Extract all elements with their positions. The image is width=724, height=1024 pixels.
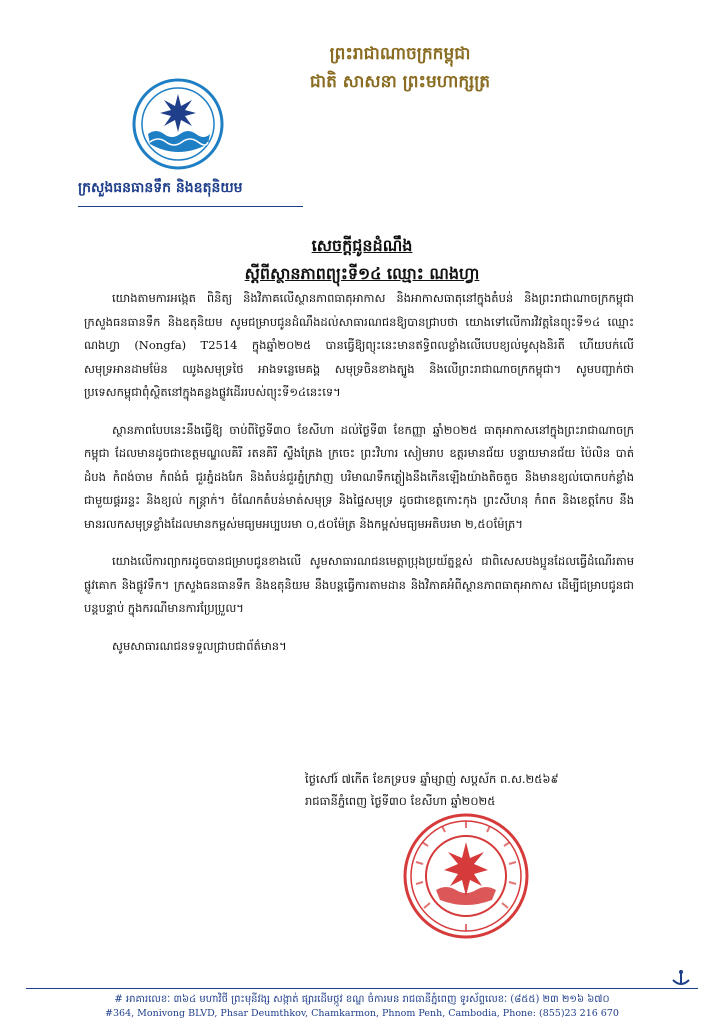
- ministry-name: ក្រសួងធនធានទឹក និងឧតុនិយម: [78, 180, 243, 196]
- lunar-date: ថ្ងៃសៅរ៍ ៧កើត ខែភទ្របទ ឆ្នាំម្សាញ់ សប្តស័ក ព.ស.២៥៦៩: [305, 772, 559, 786]
- anchor-mark-icon: [670, 968, 692, 988]
- notice-title: [0, 232, 724, 288]
- footer-divider: [26, 988, 698, 989]
- footer-khmer-address: # អាគារលេខៈ ៣៦៤ មហាវិថី ព្រះមុនីវង្ស សង្កាត់ ផ្សារដើមថ្កូវ ខណ្ឌ ចំការមន រាជធានីភ្នំពេញ ទូរស័ព្ទលេខៈ (៨៥៥) ២៣ ២១៦ ៦៧០: [114, 994, 610, 1005]
- solar-date: រាជធានីភ្នំពេញ ថ្ងៃទី៣០ ខែសីហា ឆ្នាំ២០២៥: [305, 794, 496, 808]
- kingdom-line: ព្រះរាជាណាចក្រកម្ពុជា: [329, 44, 471, 64]
- paragraph-2: ស្ថានភាពបែបនេះនឹងធ្វើឱ្យ ចាប់ពីថ្ងៃទី៣០ ខែសីហា ដល់ថ្ងៃទី៣ ខែកញ្ញា ឆ្នាំ២០២៥ ធាតុអាកាសនៅក្នុងព្រះរាជាណាចក្រកម្ពុជា ដែលមានដូចជាខេត្តមណ្ឌលគិរី រតនគិរី ស្ទឹងត្រែង ក្រចេះ ព្រះវិហារ សៀមរាប ឧត្តរមានជ័យ បន្ទាយមានជ័យ ប៉ៃលិន បាត់ដំបង កំពង់ចាម កំពង់ធំ ជួរភ្នំដងរែក និងតំបន់ជួរភ្នំក្រវាញ បរិមាណទឹកភ្លៀងនឹងកើនឡើងយ៉ាងតិចតួច និងមានខ្យល់បោកបក់ខ្លាំងជាមួយផ្គររន្ទះ និងខ្យល់ កន្រ្តាក់។ ចំណែកតំបន់មាត់សមុទ្រ និងផ្ទៃសមុទ្រ ដូចជាខេត្តកោះកុង ព្រះសីហនុ កំពត និងខេត្តកែប នឹងមានរលកសមុទ្រខ្លាំងដែលមានកម្ពស់មធ្យមអប្បបរមា ០,៥០ម៉ែត្រ និងកម្ពស់មធ្យមអតិបរមា ២,៥០ម៉ែត្រ។: [84, 422, 634, 531]
- footer: [0, 992, 724, 1021]
- paragraph-3: យោងលើការព្យាករដូចបានជម្រាបជូនខាងលើ សូមសាធារណជនមេត្តាប្រុងប្រយ័ត្នខ្ពស់ ជាពិសេសបងប្អូនដែលធ្វើដំណើរតាមផ្លូវគោក និងផ្លូវទឹក។ ក្រសួងធនធានទឹក និងឧតុនិយម នឹងបន្តធ្វើការតាមដាន និងវិភាគអំពីស្ថានភាពធាតុអាកាស ដើម្បីជម្រាបជូនជាបន្តបន្ទាប់ ក្នុងករណីមានការប្រែប្រួល។: [84, 554, 634, 615]
- notice-body: [84, 287, 634, 672]
- title-line-2: ស្តីពីស្ថានភាពព្យុះទី១៤ ឈ្មោះ ណងហ្វា: [244, 264, 480, 283]
- motto-line: ជាតិ សាសនា ព្រះមហាក្សត្រ: [309, 72, 491, 92]
- paragraph-1: យោងតាមការអង្កេត ពិនិត្យ និងវិភាគលើស្ថានភាពធាតុអាកាស និងអាកាសធាតុនៅក្នុងតំបន់ និងព្រះរាជាណាចក្រកម្ពុជា ក្រសួងធនធានទឹក និងឧតុនិយម សូមជម្រាបជូនដំណឹងដល់សាធារណជនឱ្យបានជ្រាបថា យោងទៅលើការវិវត្តនៃព្យុះទី១៤ ឈ្មោះ ណងហ្វា (Nongfa) T2514 ក្នុងឆ្នាំ២០២៥ បានធ្វើឱ្យព្យុះនេះមានឥទ្ធិពលខ្លាំងលើបេបខ្យល់មូសុងនិរតី ហើយបក់លើសមុទ្រអានដាមម៉ែន ឈូងសមុទ្រថៃ អាងទន្លេមេគង្គ សមុទ្រចិនខាងត្បូង និងលើព្រះរាជាណាចក្រកម្ពុជា។ សូមបញ្ជាក់ថា ប្រទេសកម្ពុជាពុំស្ថិតនៅក្នុងគន្លងផ្លូវដើររបស់ព្យុះទី១៤នេះទេ។: [84, 291, 634, 399]
- ministry-underline: [78, 206, 303, 207]
- kingdom-header: [270, 40, 530, 96]
- date-block: [305, 768, 635, 812]
- paragraph-4: សូមសាធារណជនទទួលជ្រាបជាព័ត៌មាន។: [112, 638, 287, 653]
- title-line-1: សេចក្តីជូនដំណឹង: [311, 236, 413, 255]
- official-seal-icon: [402, 812, 530, 940]
- footer-english-address: #364, Monivong BLVD, Phsar Deumthkov, Chamkarmon, Phnom Penh, Cambodia, Phone: (855)23 216 670: [105, 1008, 619, 1019]
- ministry-logo-icon: [132, 78, 224, 170]
